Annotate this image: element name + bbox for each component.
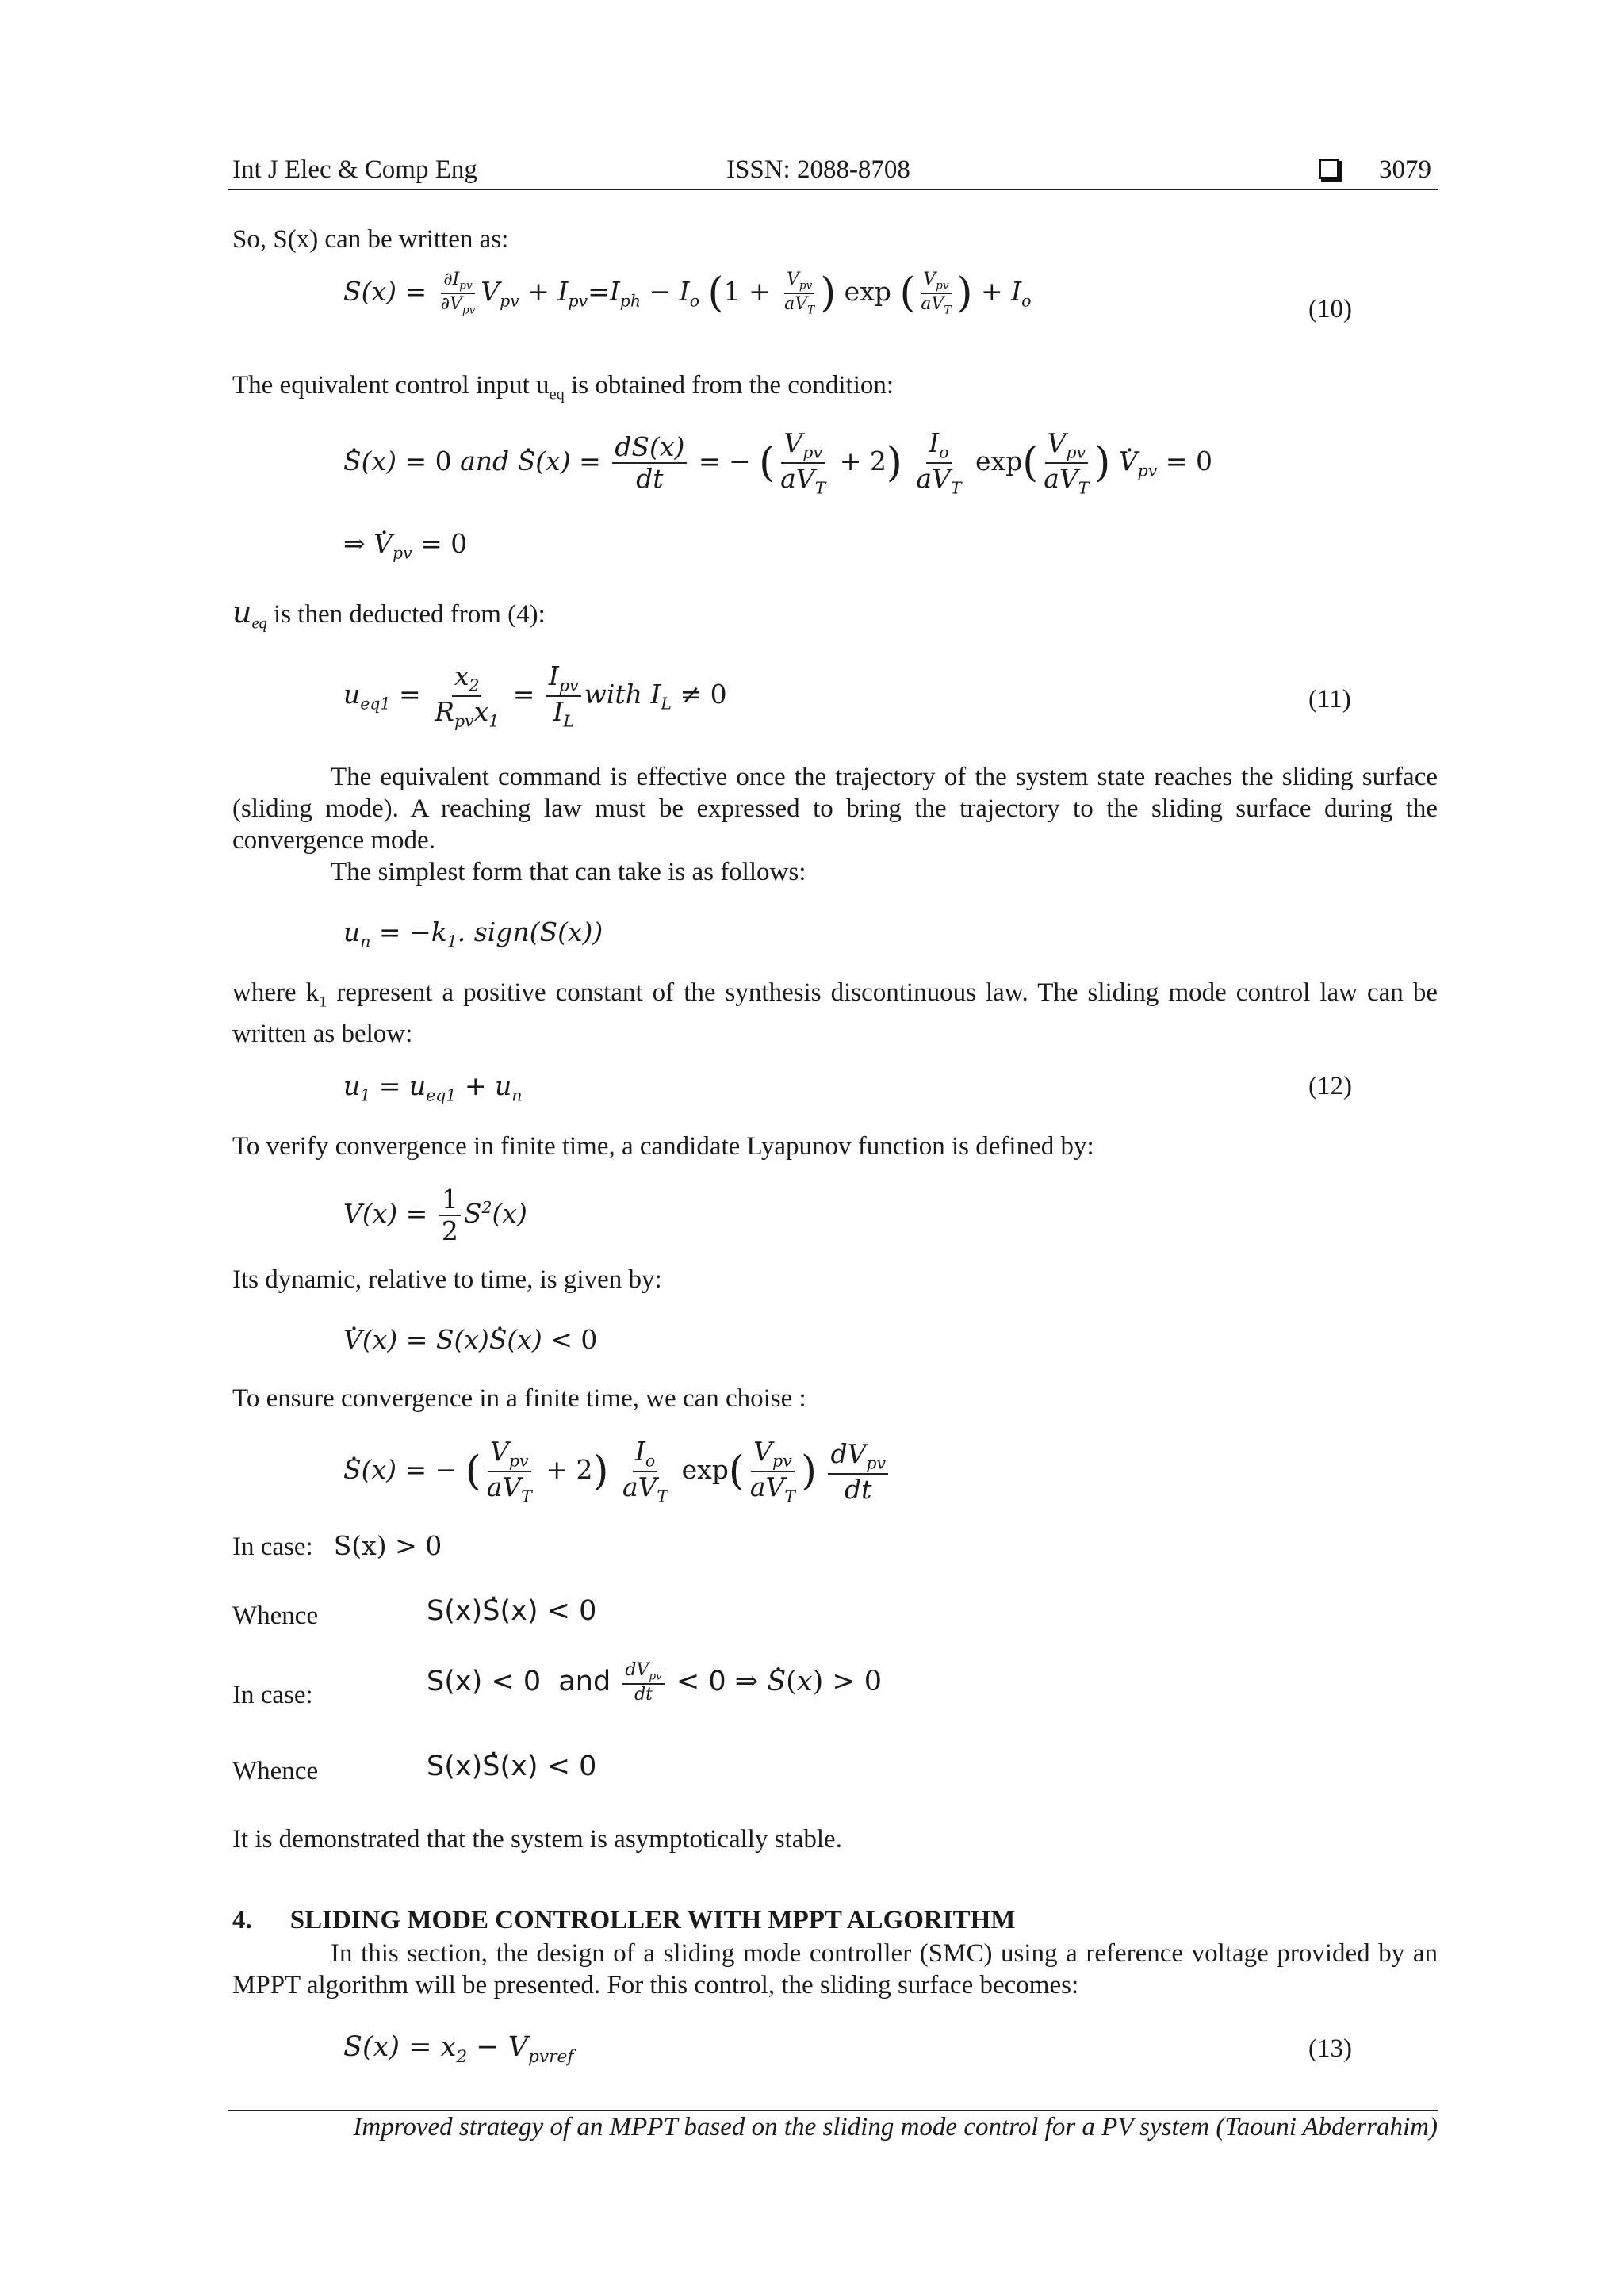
equation-10: S(x) = $\frac{\partial I_{pv}}{\partial V_{pv}}$ $V_{pv} + I_{pv}=I_{ph} - I_o$ (1 + $\frac{V_{pv}}{aV_T}$ ) exp ( $\frac{V_{pv}}{aV_T}$ ) + $I_o$: [343, 270, 1032, 317]
equation-number-10: (10): [1308, 295, 1352, 323]
equation-whence-1: S(x). S(x) < 0: [427, 1595, 596, 1627]
equation-lyapunov: V(x) = $\frac{1}{2}$ $S^2(x)$: [343, 1184, 527, 1246]
paragraph-equivalent-command: The equivalent command is effective once the trajectory of the system state reaches the sliding surface (sliding mode). A reaching law must be expressed to bring the trajectory to the sliding surface during the convergence mode.: [232, 763, 1438, 855]
footer-citation: Improved strategy of an MPPT based on the sliding mode control for a PV system (Taouni Abderrahim): [353, 2113, 1438, 2141]
equation-number-13: (13): [1308, 2034, 1352, 2063]
header-rule: [228, 189, 1438, 190]
paragraph-where-k1: where $k_1$ represent a positive constant of the synthesis discontinuous law. The sliding mode control law can be written as below:: [232, 978, 1438, 1048]
square-bullet-icon: [1319, 159, 1339, 179]
issn: ISSN: 2088-8708: [726, 155, 910, 184]
section-heading: [232, 1906, 1015, 1935]
equation-whence-2: S(x). S(x) < 0: [427, 1751, 596, 1782]
section-number: 4.: [232, 1906, 252, 1934]
footer-rule: [228, 2110, 1438, 2111]
equation-v-dot: . V(x) = S(x). S(x) < 0: [343, 1324, 597, 1355]
paragraph-ueq-deducted: $u_{eq}$ is then deducted from (4):: [232, 595, 546, 633]
paragraph-whence-1: Whence: [232, 1601, 319, 1630]
equation-number-12: (12): [1308, 1072, 1352, 1100]
paragraph-verify-convergence: To verify convergence in finite time, a candidate Lyapunov function is defined by:: [232, 1132, 1094, 1161]
paragraph-in-case-1: In case: S(x) > 0: [232, 1530, 442, 1561]
equation-implies-vpv-zero: ⇒ . $V_{pv} = 0$: [343, 528, 467, 563]
paragraph-section-intro: In this section, the design of a sliding mode controller (SMC) using a reference voltage provided by an MPPT algorithm will be presented. For this control, the sliding surface becomes:: [232, 1939, 1438, 1999]
equation-s-dot-condition: . S(x) = 0 and . S(x) = $\frac{dS(x)}{dt}$ = − ( $\frac{V_{pv}}{aV_T}$ + 2) $\frac{I_o}{aV_T}$ exp( $\frac{V_{pv}}{aV_T}$ ) . $V_{pv} = 0$: [343, 428, 1212, 498]
section-title: SLIDING MODE CONTROLLER WITH MPPT ALGORITHM: [289, 1906, 1016, 1934]
paragraph-its-dynamic: Its dynamic, relative to time, is given by:: [232, 1265, 662, 1294]
equation-un: $u_n = -k_1$. sign(S(x)): [343, 916, 603, 951]
equation-number-11: (11): [1308, 685, 1351, 714]
paragraph-simplest-form: The simplest form that can take is as follows:: [331, 858, 806, 886]
equation-12: $u_1 = u_{eq1} + u_n$: [343, 1070, 523, 1105]
condition-sx-positive: S(x) > 0: [333, 1530, 442, 1561]
equation-s-dot-choice: . S(x) = − ( $\frac{V_{pv}}{aV_T}$ + 2) $\frac{I_o}{aV_T}$ exp( $\frac{V_{pv}}{aV_T}$ ) $\frac{dV_{pv}}{dt}$: [343, 1437, 891, 1506]
equation-13: $S(x) = x_2 - V_{pvref}$: [343, 2031, 574, 2067]
paragraph-sx-written: So, S(x) can be written as:: [232, 225, 509, 254]
page-number-block: [1319, 155, 1431, 185]
journal-name: Int J Elec & Comp Eng: [232, 155, 477, 184]
paragraph-asymptotically-stable: It is demonstrated that the system is asymptotically stable.: [232, 1825, 842, 1854]
equation-in-case-2: S(x) < 0 and $\frac{dV_{pv}}{dt}$ < 0 ⇒ . S(x) > 0: [427, 1660, 882, 1705]
paragraph-whence-2: Whence: [232, 1757, 319, 1785]
page-number: 3079: [1379, 155, 1431, 184]
paragraph-in-case-2: In case:: [232, 1681, 313, 1709]
paragraph-ensure-convergence: To ensure convergence in a finite time, we can choise :: [232, 1384, 806, 1413]
equation-11: $u_{eq1}$ = $\frac{x_2}{R_{pv}x_1}$ = $\frac{I_{pv}}{I_L}$ with $I_L \ne 0$: [343, 660, 727, 731]
paragraph-equivalent-control: The equivalent control input $u_{eq}$ is obtained from the condition:: [232, 371, 894, 404]
